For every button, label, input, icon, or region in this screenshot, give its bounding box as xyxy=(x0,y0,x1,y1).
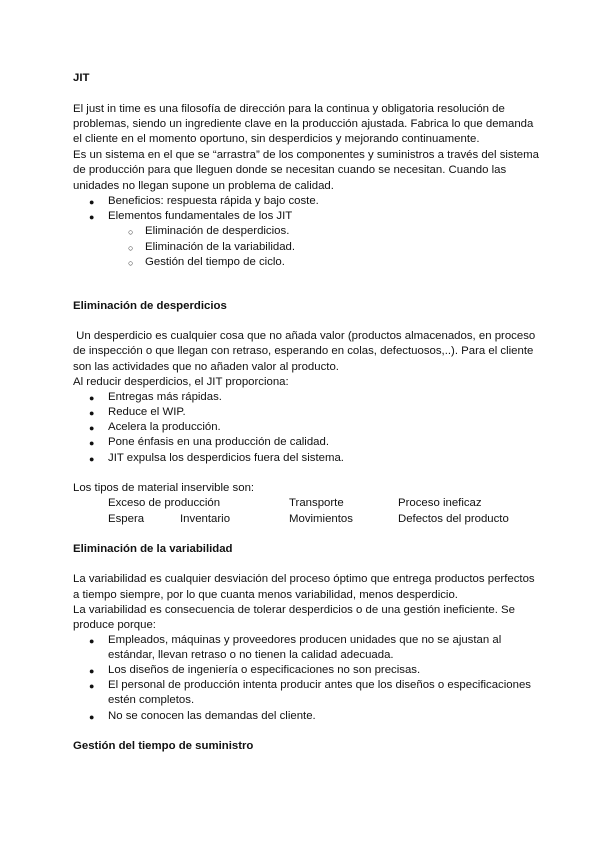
list-item: Beneficios: respuesta rápida y bajo coste. xyxy=(108,195,319,207)
list-item: Los diseños de ingeniería o especificaciones no son precisas. xyxy=(108,664,421,676)
paragraph-line: son las actividades que no añaden valor al producto. xyxy=(73,361,339,373)
paragraph-line: produce porque: xyxy=(73,619,156,631)
bullet-icon: ● xyxy=(89,636,95,646)
hollow-bullet-icon: ○ xyxy=(128,258,134,268)
heading-jit: JIT xyxy=(73,72,90,84)
paragraph-line: Al reducir desperdicios, el JIT proporciona: xyxy=(73,376,289,388)
list-item: Entregas más rápidas. xyxy=(108,391,222,403)
waste-type: Transporte xyxy=(289,497,344,509)
bullet-icon: ● xyxy=(89,666,95,676)
paragraph-line: de producción para que lleguen donde se necesitan cuando se necesitan. Cuando las xyxy=(73,164,507,176)
waste-type: Proceso ineficaz xyxy=(398,497,482,509)
list-item: Acelera la producción. xyxy=(108,421,221,433)
bullet-icon: ● xyxy=(89,423,95,433)
waste-type: Defectos del producto xyxy=(398,513,509,525)
paragraph-line: problemas, siendo un ingrediente clave en la producción ajustada. Fabrica lo que demanda xyxy=(73,118,534,130)
paragraph-line: el cliente en el momento oportuno, sin desperdicios y mejorando continuamente. xyxy=(73,133,480,145)
list-item: Pone énfasis en una producción de calidad. xyxy=(108,436,330,448)
list-item: JIT expulsa los desperdicios fuera del sistema. xyxy=(108,452,344,464)
waste-type: Inventario xyxy=(180,513,231,525)
bullet-icon: ● xyxy=(89,454,95,464)
hollow-bullet-icon: ○ xyxy=(128,243,134,253)
waste-type: Exceso de producción xyxy=(108,497,221,509)
list-item-continuation: estándar, llevan retraso o no tienen la calidad adecuada. xyxy=(108,649,394,661)
paragraph-line: El just in time es una filosofía de dirección para la continua y obligatoria resolución de xyxy=(73,103,505,115)
paragraph-line: La variabilidad es cualquier desviación del proceso óptimo que entrega productos perfectos xyxy=(73,573,535,585)
bullet-icon: ● xyxy=(89,712,95,722)
list-item: Empleados, máquinas y proveedores producen unidades que no se ajustan al xyxy=(108,634,502,646)
bullet-icon: ● xyxy=(89,197,95,207)
heading-eliminacion-variabilidad: Eliminación de la variabilidad xyxy=(73,543,233,555)
paragraph-line: a tiempo siempre, por lo que cuanta menos variabilidad, menos desperdicio. xyxy=(73,589,458,601)
bullet-icon: ● xyxy=(89,438,95,448)
heading-gestion-tiempo-suministro: Gestión del tiempo de suministro xyxy=(73,740,254,752)
bullet-icon: ● xyxy=(89,681,95,691)
list-item: No se conocen las demandas del cliente. xyxy=(108,710,316,722)
paragraph-line: Es un sistema en el que se “arrastra” de los componentes y suministros a través del sistema xyxy=(73,149,539,161)
hollow-bullet-icon: ○ xyxy=(128,227,134,237)
paragraph-line: Un desperdicio es cualquier cosa que no añada valor (productos almacenados, en proceso xyxy=(73,330,536,342)
bullet-icon: ● xyxy=(89,212,95,222)
paragraph-line: unidades no llegan supone un problema de calidad. xyxy=(73,180,334,192)
heading-eliminacion-desperdicios: Eliminación de desperdicios xyxy=(73,300,227,312)
waste-type: Movimientos xyxy=(289,513,353,525)
paragraph-line: de inspección o que llegan con retraso, esperando en colas, defectuosos,..). Para el cliente xyxy=(73,345,534,357)
list-item: Reduce el WIP. xyxy=(108,406,186,418)
sub-list-item: Gestión del tiempo de ciclo. xyxy=(145,256,285,268)
bullet-icon: ● xyxy=(89,408,95,418)
types-intro: Los tipos de material inservible son: xyxy=(73,482,255,494)
sub-list-item: Eliminación de desperdicios. xyxy=(145,225,290,237)
sub-list-item: Eliminación de la variabilidad. xyxy=(145,241,296,253)
bullet-icon: ● xyxy=(89,393,95,403)
paragraph-line: La variabilidad es consecuencia de tolerar desperdicios o de una gestión ineficiente. Se xyxy=(73,604,515,616)
waste-type: Espera xyxy=(108,513,145,525)
list-item: El personal de producción intenta producir antes que los diseños o especificaciones xyxy=(108,679,531,691)
list-item: Elementos fundamentales de los JIT xyxy=(108,210,293,222)
list-item-continuation: estén completos. xyxy=(108,694,195,706)
